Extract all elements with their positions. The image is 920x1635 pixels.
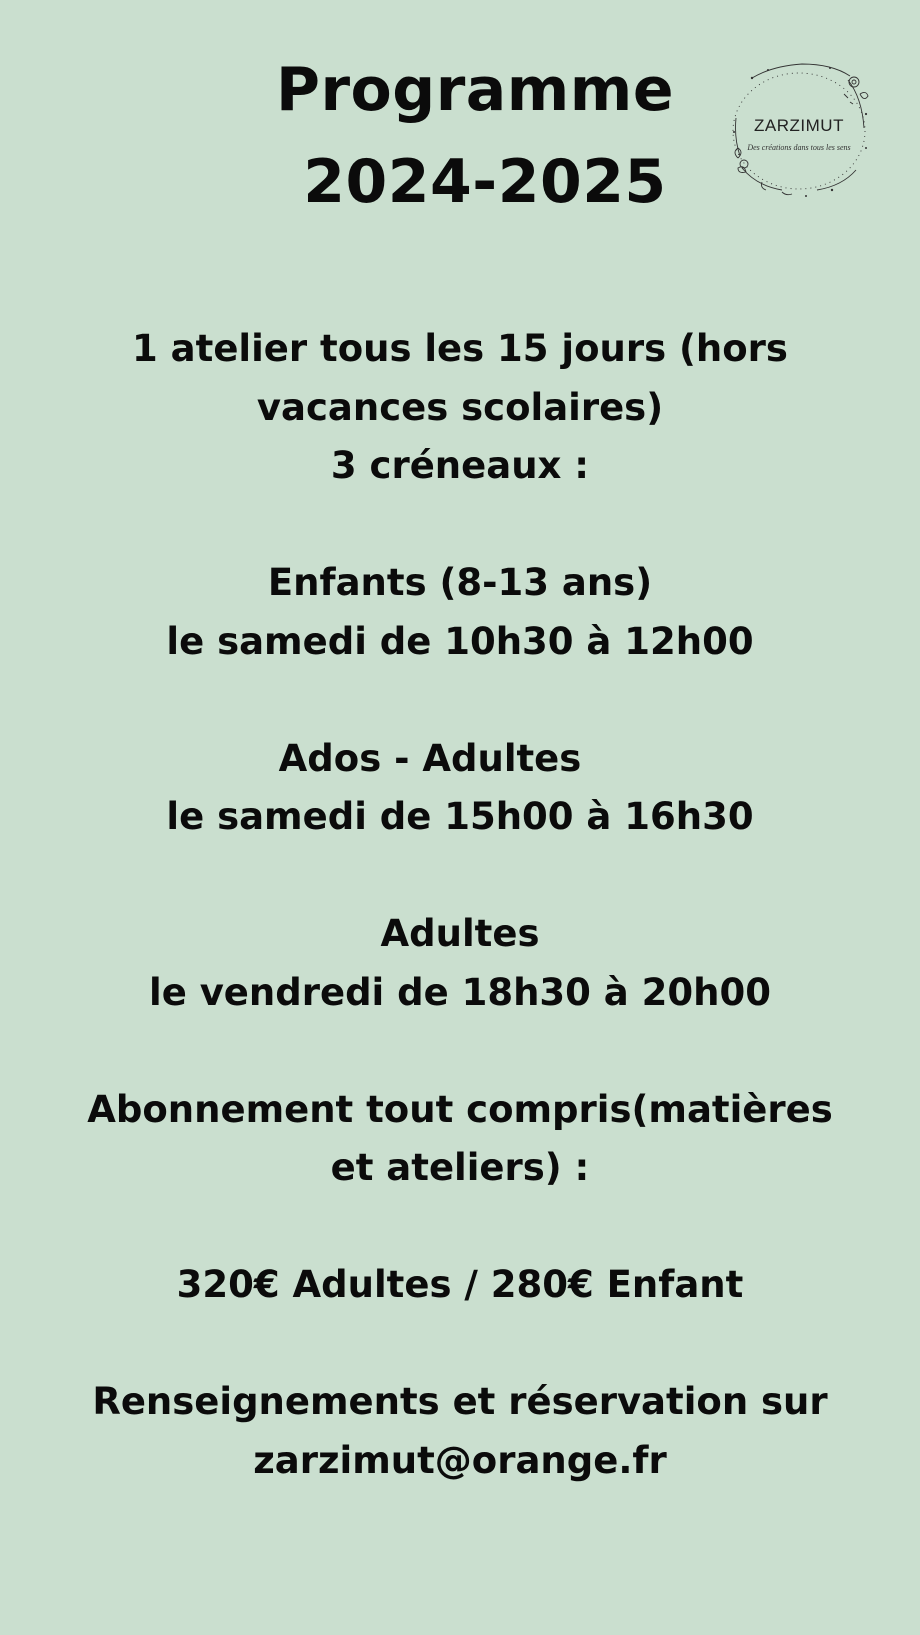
slot-adults-time: le vendredi de 18h30 à 20h00 xyxy=(149,970,771,1014)
subscription-line-1: Abonnement tout compris(matières xyxy=(87,1087,833,1131)
intro-line-2: vacances scolaires) xyxy=(256,385,664,429)
slot-teens-title: Ados - Adultes xyxy=(278,736,582,780)
slot-kids-title: Enfants (8-13 ans) xyxy=(267,561,653,604)
intro-line-3: 3 créneaux : xyxy=(330,444,590,487)
slot-kids-time: le samedi de 10h30 à 12h00 xyxy=(166,619,754,663)
intro-line-1: 1 atelier tous les 15 jours (hors xyxy=(132,327,788,370)
logo-tagline: Des créations dans tous les sens xyxy=(747,143,851,152)
title-line-season: 2024-2025 xyxy=(303,147,667,217)
spacer xyxy=(0,847,920,906)
spacer xyxy=(0,496,920,555)
contact-email: zarzimut@orange.fr xyxy=(253,1438,667,1482)
spacer xyxy=(0,1198,920,1257)
title-line-programme: Programme xyxy=(275,55,675,125)
slot-teens-time: le samedi de 15h00 à 16h30 xyxy=(166,795,754,838)
zarzimut-logo xyxy=(722,58,876,204)
program-details xyxy=(0,320,920,1490)
spacer xyxy=(0,1315,920,1374)
slot-adults-title: Adultes xyxy=(380,912,540,955)
subscription-line-2: et ateliers) : xyxy=(330,1146,590,1189)
prices: 320€ Adultes / 280€ Enfant xyxy=(176,1263,744,1306)
spacer xyxy=(0,671,920,730)
contact-line: Renseignements et réservation sur xyxy=(92,1380,828,1423)
logo-name: ZARZIMUT xyxy=(754,116,844,135)
spacer xyxy=(0,1022,920,1081)
